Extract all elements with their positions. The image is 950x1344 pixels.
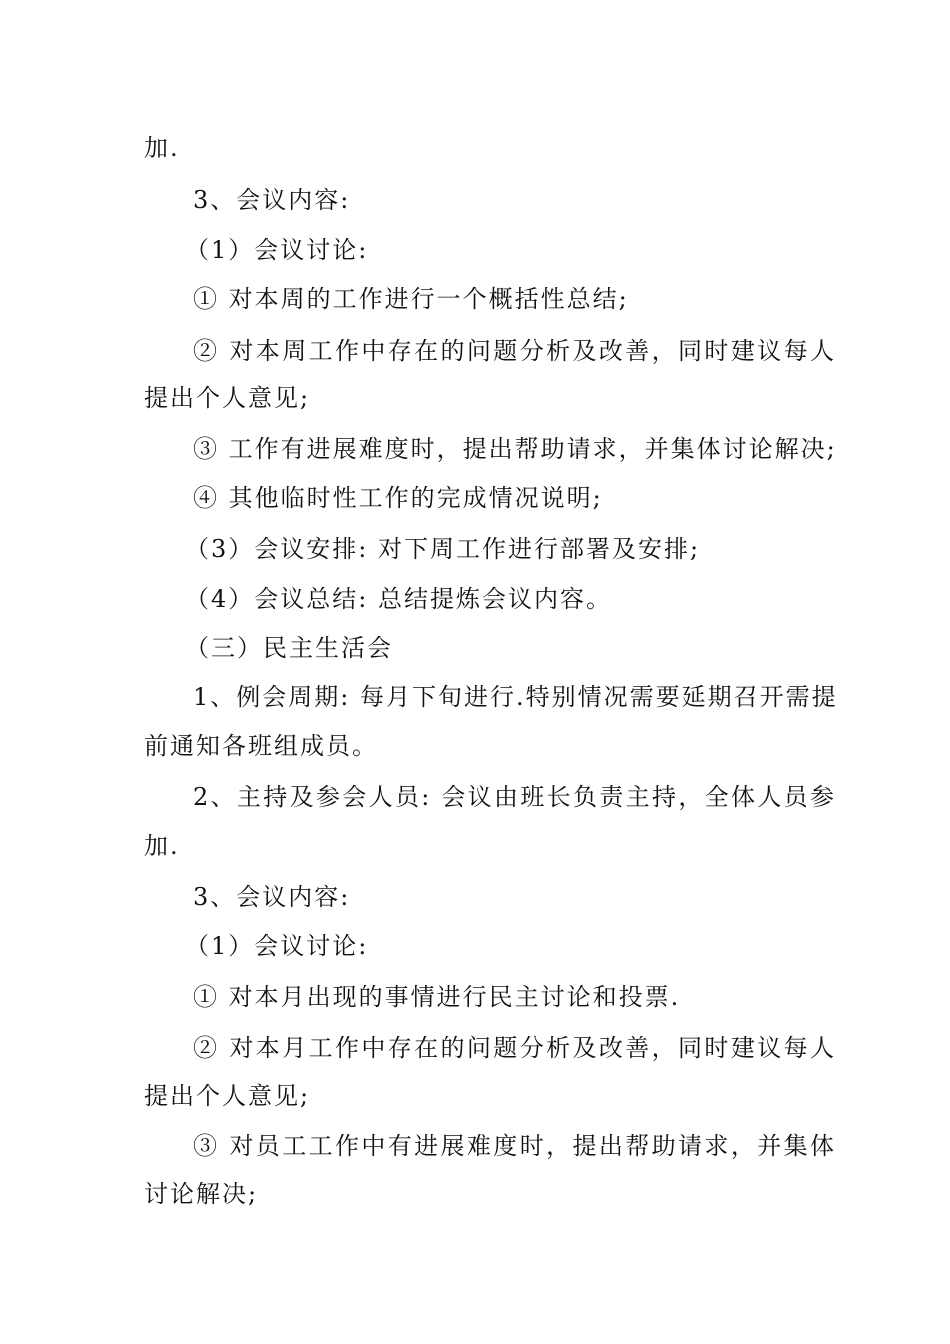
text-line: ③ 工作有进展难度时，提出帮助请求，并集体讨论解决;: [193, 435, 837, 463]
text-line: ④ 其他临时性工作的完成情况说明;: [193, 484, 603, 512]
text-line: （三）民主生活会: [185, 634, 393, 662]
text-line: （1）会议讨论:: [185, 932, 369, 960]
text-line: 2、主持及参会人员: 会议由班长负责主持，全体人员参: [193, 783, 836, 811]
text-line: 前通知各班组成员。: [144, 732, 378, 760]
text-line: 加.: [144, 134, 180, 162]
text-line: ① 对本周的工作进行一个概括性总结;: [193, 285, 629, 313]
text-line: ② 对本月工作中存在的问题分析及改善，同时建议每人: [193, 1034, 836, 1062]
text-line: 提出个人意见;: [144, 1082, 311, 1110]
text-line: ① 对本月出现的事情进行民主讨论和投票.: [193, 983, 681, 1011]
text-line: ② 对本周工作中存在的问题分析及改善，同时建议每人: [193, 337, 836, 365]
text-line: 3、会议内容:: [193, 883, 351, 911]
text-line: 讨论解决;: [144, 1180, 259, 1208]
text-line: ③ 对员工工作中有进展难度时，提出帮助请求，并集体: [193, 1132, 836, 1160]
text-line: 提出个人意见;: [144, 384, 311, 412]
text-line: （3）会议安排: 对下周工作进行部署及安排;: [185, 535, 701, 563]
text-line: 3、会议内容:: [193, 186, 351, 214]
text-line: （1）会议讨论:: [185, 236, 369, 264]
text-line: （4）会议总结: 总结提炼会议内容。: [185, 585, 612, 613]
text-line: 1、例会周期: 每月下旬进行.特别情况需要延期召开需提: [193, 683, 838, 711]
text-line: 加.: [144, 832, 180, 860]
